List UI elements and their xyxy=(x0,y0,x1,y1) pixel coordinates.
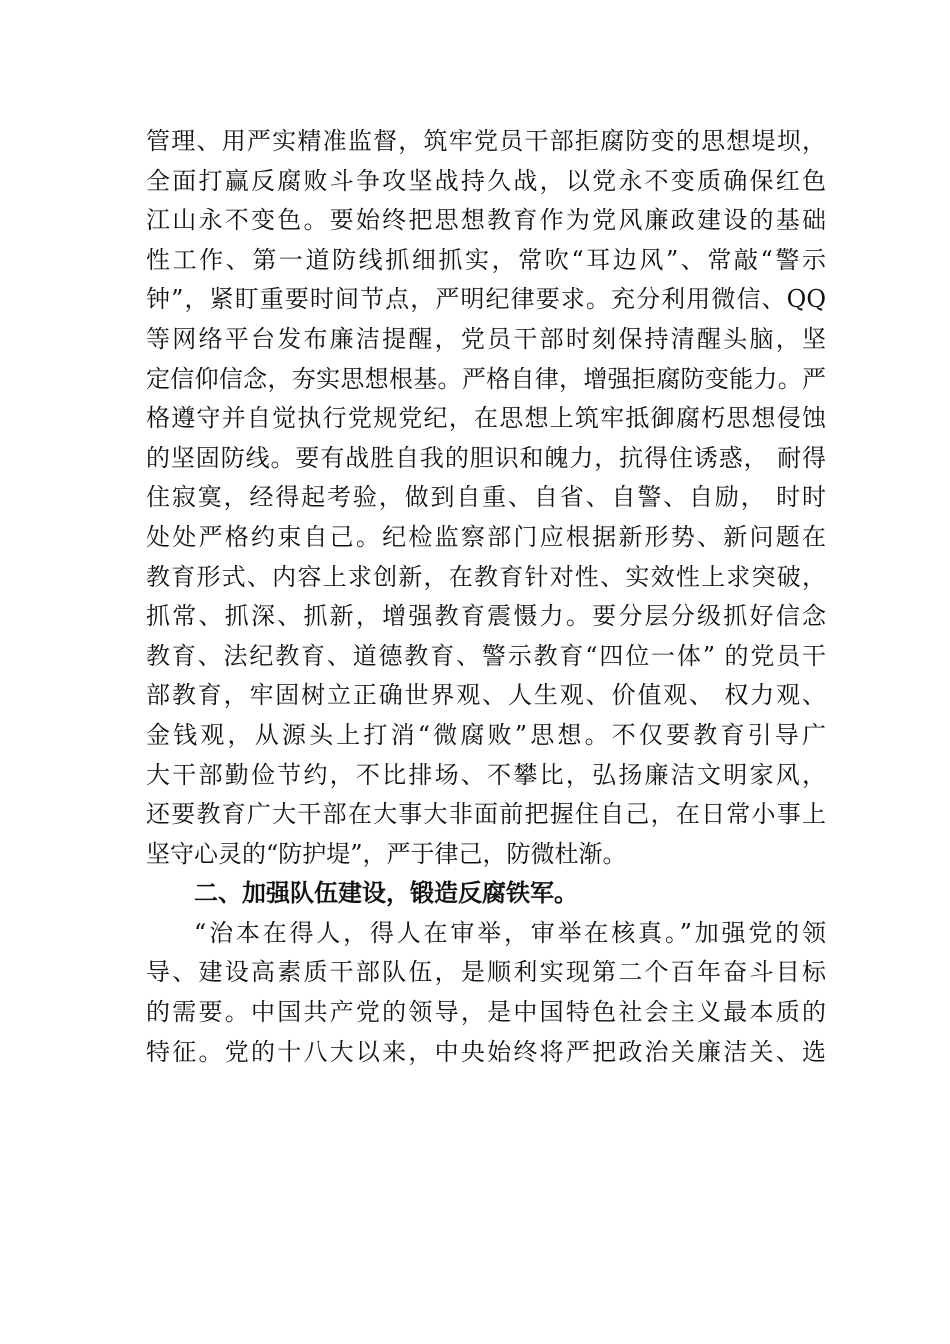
text-line: 的需要。中国共产党的领导，是中国特色社会主义最本质的 xyxy=(146,998,826,1027)
text-line: 江山永不变色。要始终把思想教育作为党风廉政建设的基础 xyxy=(146,206,826,235)
section-heading: 二、加强队伍建设，锻造反腐铁军。 xyxy=(194,879,578,908)
text-line: 坚守心灵的“防护堤”，严于律己，防微杜渐。 xyxy=(146,839,627,868)
text-line: 钟”，紧盯重要时间节点，严明纪律要求。充分利用微信、QQ xyxy=(146,285,826,314)
text-line: 等网络平台发布廉洁提醒，党员干部时刻保持清醒头脑，坚 xyxy=(146,324,826,353)
paragraph-1 xyxy=(146,122,826,874)
text-line: 部教育，牢固树立正确世界观、人生观、价值观、 权力观、 xyxy=(146,681,826,710)
text-line: 特征。党的十八大以来，中央始终将严把政治关廉洁关、选 xyxy=(146,1037,826,1066)
text-line: 大干部勤俭节约，不比排场、不攀比，弘扬廉洁文明家风， xyxy=(146,760,826,789)
text-line: 全面打赢反腐败斗争攻坚战持久战，以党永不变质确保红色 xyxy=(146,166,826,195)
text-line: 教育、法纪教育、道德教育、警示教育“四位一体” 的党员干 xyxy=(146,641,826,670)
text-line: 格遵守并自觉执行党规党纪，在思想上筑牢抵御腐朽思想侵蚀 xyxy=(146,404,826,433)
text-line: 的坚固防线。要有战胜自我的胆识和魄力，抗得住诱惑， 耐得 xyxy=(146,443,826,472)
text-line: 性工作、第一道防线抓细抓实，常吹“耳边风”、常敲“警示 xyxy=(146,245,826,274)
text-line: 处处严格约束自己。纪检监察部门应根据新形势、新问题在 xyxy=(146,522,826,551)
text-line: 金钱观，从源头上打消“微腐败”思想。不仅要教育引导广 xyxy=(146,720,826,749)
text-line: 还要教育广大干部在大事大非面前把握住自己，在日常小事上 xyxy=(146,800,826,829)
paragraph-2 xyxy=(146,914,826,1072)
text-line: 定信仰信念，夯实思想根基。严格自律，增强拒腐防变能力。严 xyxy=(146,364,826,393)
text-line: 管理、用严实精准监督，筑牢党员干部拒腐防变的思想堤坝， xyxy=(146,127,826,155)
text-line: 教育形式、内容上求创新，在教育针对性、实效性上求突破， xyxy=(146,562,826,591)
text-line: 抓常、抓深、抓新，增强教育震慑力。要分层分级抓好信念 xyxy=(146,602,826,631)
text-line: 住寂寞，经得起考验，做到自重、自省、自警、自励， 时时 xyxy=(146,483,826,512)
text-line: 导、建设高素质干部队伍，是顺利实现第二个百年奋斗目标 xyxy=(146,958,826,987)
document-body xyxy=(146,122,826,1072)
text-line: “治本在得人，得人在审举，审举在核真。”加强党的领 xyxy=(194,918,826,947)
